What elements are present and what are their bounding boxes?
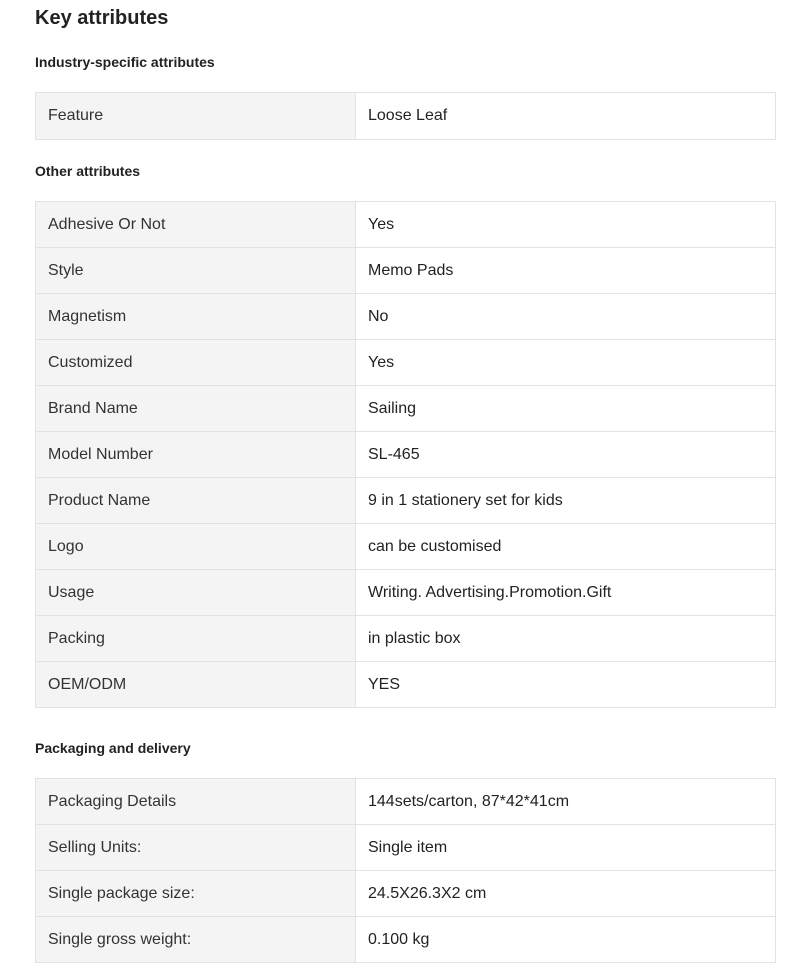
- table-row: [36, 478, 776, 524]
- attribute-value: Yes: [356, 340, 776, 386]
- attribute-key: Product Name: [36, 478, 356, 524]
- attribute-value: Loose Leaf: [356, 93, 776, 140]
- attribute-key: Feature: [36, 93, 356, 140]
- attribute-value: Writing. Advertising.Promotion.Gift: [356, 570, 776, 616]
- table-row: [36, 917, 776, 963]
- attribute-key: Adhesive Or Not: [36, 202, 356, 248]
- attribute-value: YES: [356, 662, 776, 708]
- attribute-value: SL-465: [356, 432, 776, 478]
- packaging-delivery-table: [35, 778, 776, 963]
- attribute-value: Sailing: [356, 386, 776, 432]
- attribute-key: Packing: [36, 616, 356, 662]
- attribute-value: in plastic box: [356, 616, 776, 662]
- table-row: [36, 524, 776, 570]
- attribute-value: Yes: [356, 202, 776, 248]
- attribute-key: Selling Units:: [36, 825, 356, 871]
- table-row: [36, 432, 776, 478]
- attribute-key: Magnetism: [36, 294, 356, 340]
- attribute-value: 0.100 kg: [356, 917, 776, 963]
- section-heading-other: Other attributes: [35, 163, 141, 179]
- attribute-key: Single gross weight:: [36, 917, 356, 963]
- attribute-key: OEM/ODM: [36, 662, 356, 708]
- attribute-key: Usage: [36, 570, 356, 616]
- table-row: [36, 248, 776, 294]
- table-row: [36, 871, 776, 917]
- attribute-key: Brand Name: [36, 386, 356, 432]
- table-row: [36, 340, 776, 386]
- attribute-value: Memo Pads: [356, 248, 776, 294]
- attribute-value: No: [356, 294, 776, 340]
- section-heading-packaging: Packaging and delivery: [35, 740, 191, 756]
- table-row: [36, 202, 776, 248]
- attribute-key: Packaging Details: [36, 779, 356, 825]
- attribute-key: Logo: [36, 524, 356, 570]
- attribute-key: Customized: [36, 340, 356, 386]
- table-row: [36, 616, 776, 662]
- table-row: [36, 570, 776, 616]
- other-attributes-table: [35, 201, 776, 708]
- table-row: [36, 294, 776, 340]
- attribute-key: Model Number: [36, 432, 356, 478]
- table-row: [36, 93, 776, 140]
- attribute-value: can be customised: [356, 524, 776, 570]
- page-title: Key attributes: [35, 7, 169, 29]
- attribute-key: Style: [36, 248, 356, 294]
- industry-attributes-table: [35, 92, 776, 140]
- attribute-key: Single package size:: [36, 871, 356, 917]
- attribute-value: 24.5X26.3X2 cm: [356, 871, 776, 917]
- table-row: [36, 779, 776, 825]
- section-heading-industry: Industry-specific attributes: [35, 54, 215, 70]
- table-row: [36, 825, 776, 871]
- attribute-value: 9 in 1 stationery set for kids: [356, 478, 776, 524]
- table-row: [36, 662, 776, 708]
- table-row: [36, 386, 776, 432]
- attribute-value: Single item: [356, 825, 776, 871]
- attribute-value: 144sets/carton, 87*42*41cm: [356, 779, 776, 825]
